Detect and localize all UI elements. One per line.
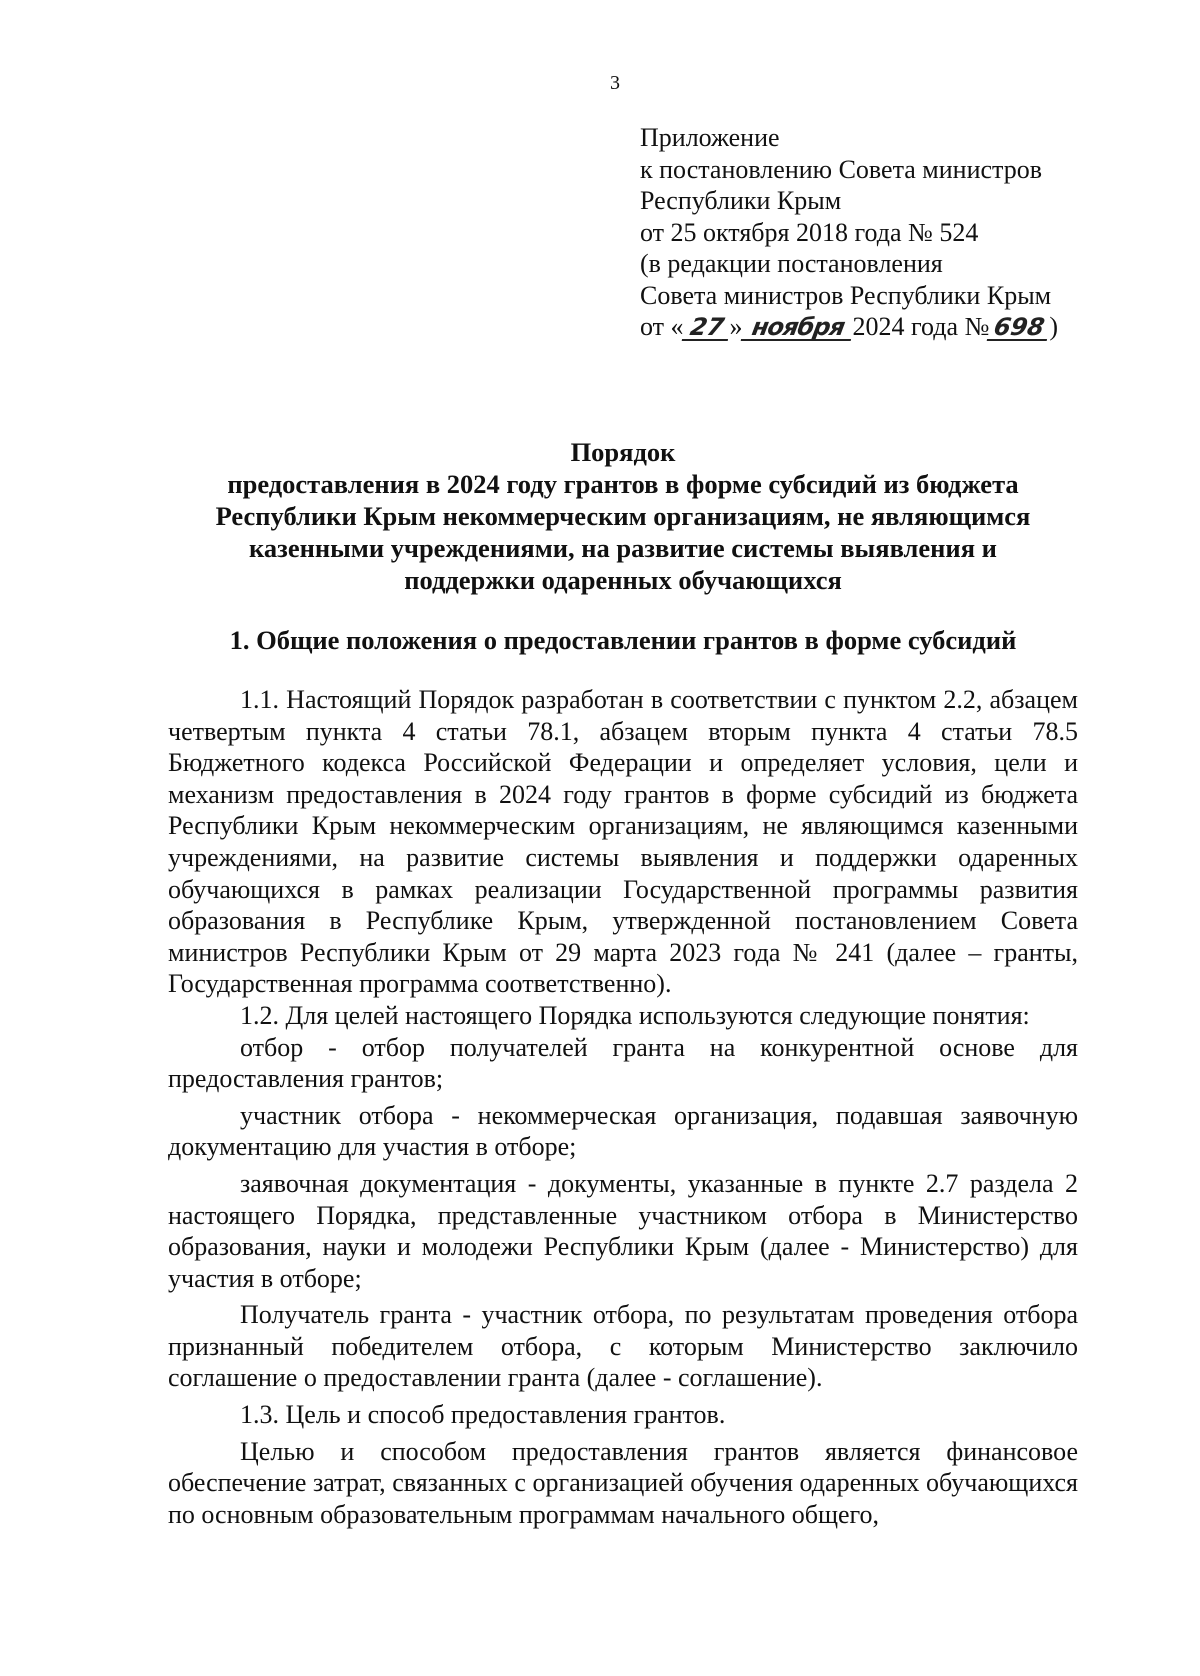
title-subtitle-line: поддержки одаренных обучающихся (404, 565, 842, 595)
paragraph: заявочная документация - документы, указанные в пункте 2.7 раздела 2 настоящего Порядка, представленные участником отбора в Министерство образования, науки и молодежи Республики Крым (далее - Министерство) для участия в отборе; (168, 1168, 1078, 1293)
title-subtitle-line: предоставления в 2024 году грантов в форме субсидий из бюджета (227, 469, 1019, 499)
title-subtitle-line: Республики Крым некоммерческим организациям, не являющимся (215, 501, 1031, 531)
appendix-block (640, 122, 1180, 343)
handwritten-month: ноября (740, 315, 855, 341)
paragraph: участник отбора - некоммерческая организация, подавшая заявочную документацию для участия в отборе; (168, 1100, 1078, 1162)
appendix-line: к постановлению Совета министров (640, 154, 1042, 184)
paragraph: 1.1. Настоящий Порядок разработан в соответствии с пунктом 2.2, абзацем четвертым пункта 4 статьи 78.1, абзацем вторым пункта 4 статьи 78.5 Бюджетного кодекса Российской Федерации и определяет условия, цели и механизм предоставления в 2024 году грантов в форме субсидий из бюджета Республики Крым некоммерческим организациям, не являющимся казенными учреждениями, на развитие системы выявления и поддержки одаренных обучающихся в рамках реализации Государственной программы развития образования в Республике Крым, утвержденной постановлением Совета министров Республики Крым от 29 марта 2023 года № 241 (далее – гранты, Государственная программа соответственно). (168, 685, 1078, 999)
document-title (168, 436, 1078, 596)
title-subtitle-line: казенными учреждениями, на развитие системы выявления и (249, 533, 997, 563)
handwritten-day: 27 (681, 315, 732, 341)
date-suffix: ) (1049, 312, 1059, 341)
paragraph: Получатель гранта - участник отбора, по результатам проведения отбора признанный победителем отбора, с которым Министерство заключило соглашение о предоставлении гранта (далее - соглашение). (168, 1300, 1078, 1393)
paragraph: 1.2. Для целей настоящего Порядка используются следующие понятия: (240, 1000, 1030, 1030)
date-mid1: » (729, 312, 743, 341)
handwritten-number: 698 (987, 315, 1052, 341)
appendix-line: (в редакции постановления (640, 249, 943, 278)
section-body (168, 684, 1078, 1530)
paragraph: отбор - отбор получателей гранта на конкурентной основе для предоставления грантов; (168, 1032, 1078, 1094)
appendix-line: Республики Крым (640, 186, 842, 215)
paragraph: 1.3. Цель и способ предоставления грантов. (240, 1400, 726, 1430)
appendix-line: Приложение (640, 123, 780, 152)
paragraph: Целью и способом предоставления грантов является финансовое обеспечение затрат, связанных с организацией обучения одаренных обучающихся по основным образовательным программам начального общего, (168, 1436, 1078, 1529)
appendix-line: Совета министров Республики Крым (640, 280, 1052, 310)
title-heading: Порядок (570, 437, 676, 467)
appendix-line: от 25 октября 2018 года № 524 (640, 217, 979, 247)
appendix-date-line (640, 311, 1180, 343)
date-mid2: 2024 года № (852, 312, 990, 341)
date-prefix: от « (640, 312, 684, 341)
section-heading: 1. Общие положения о предоставлении грантов в форме субсидий (229, 625, 1017, 655)
page-number: 3 (610, 72, 620, 94)
